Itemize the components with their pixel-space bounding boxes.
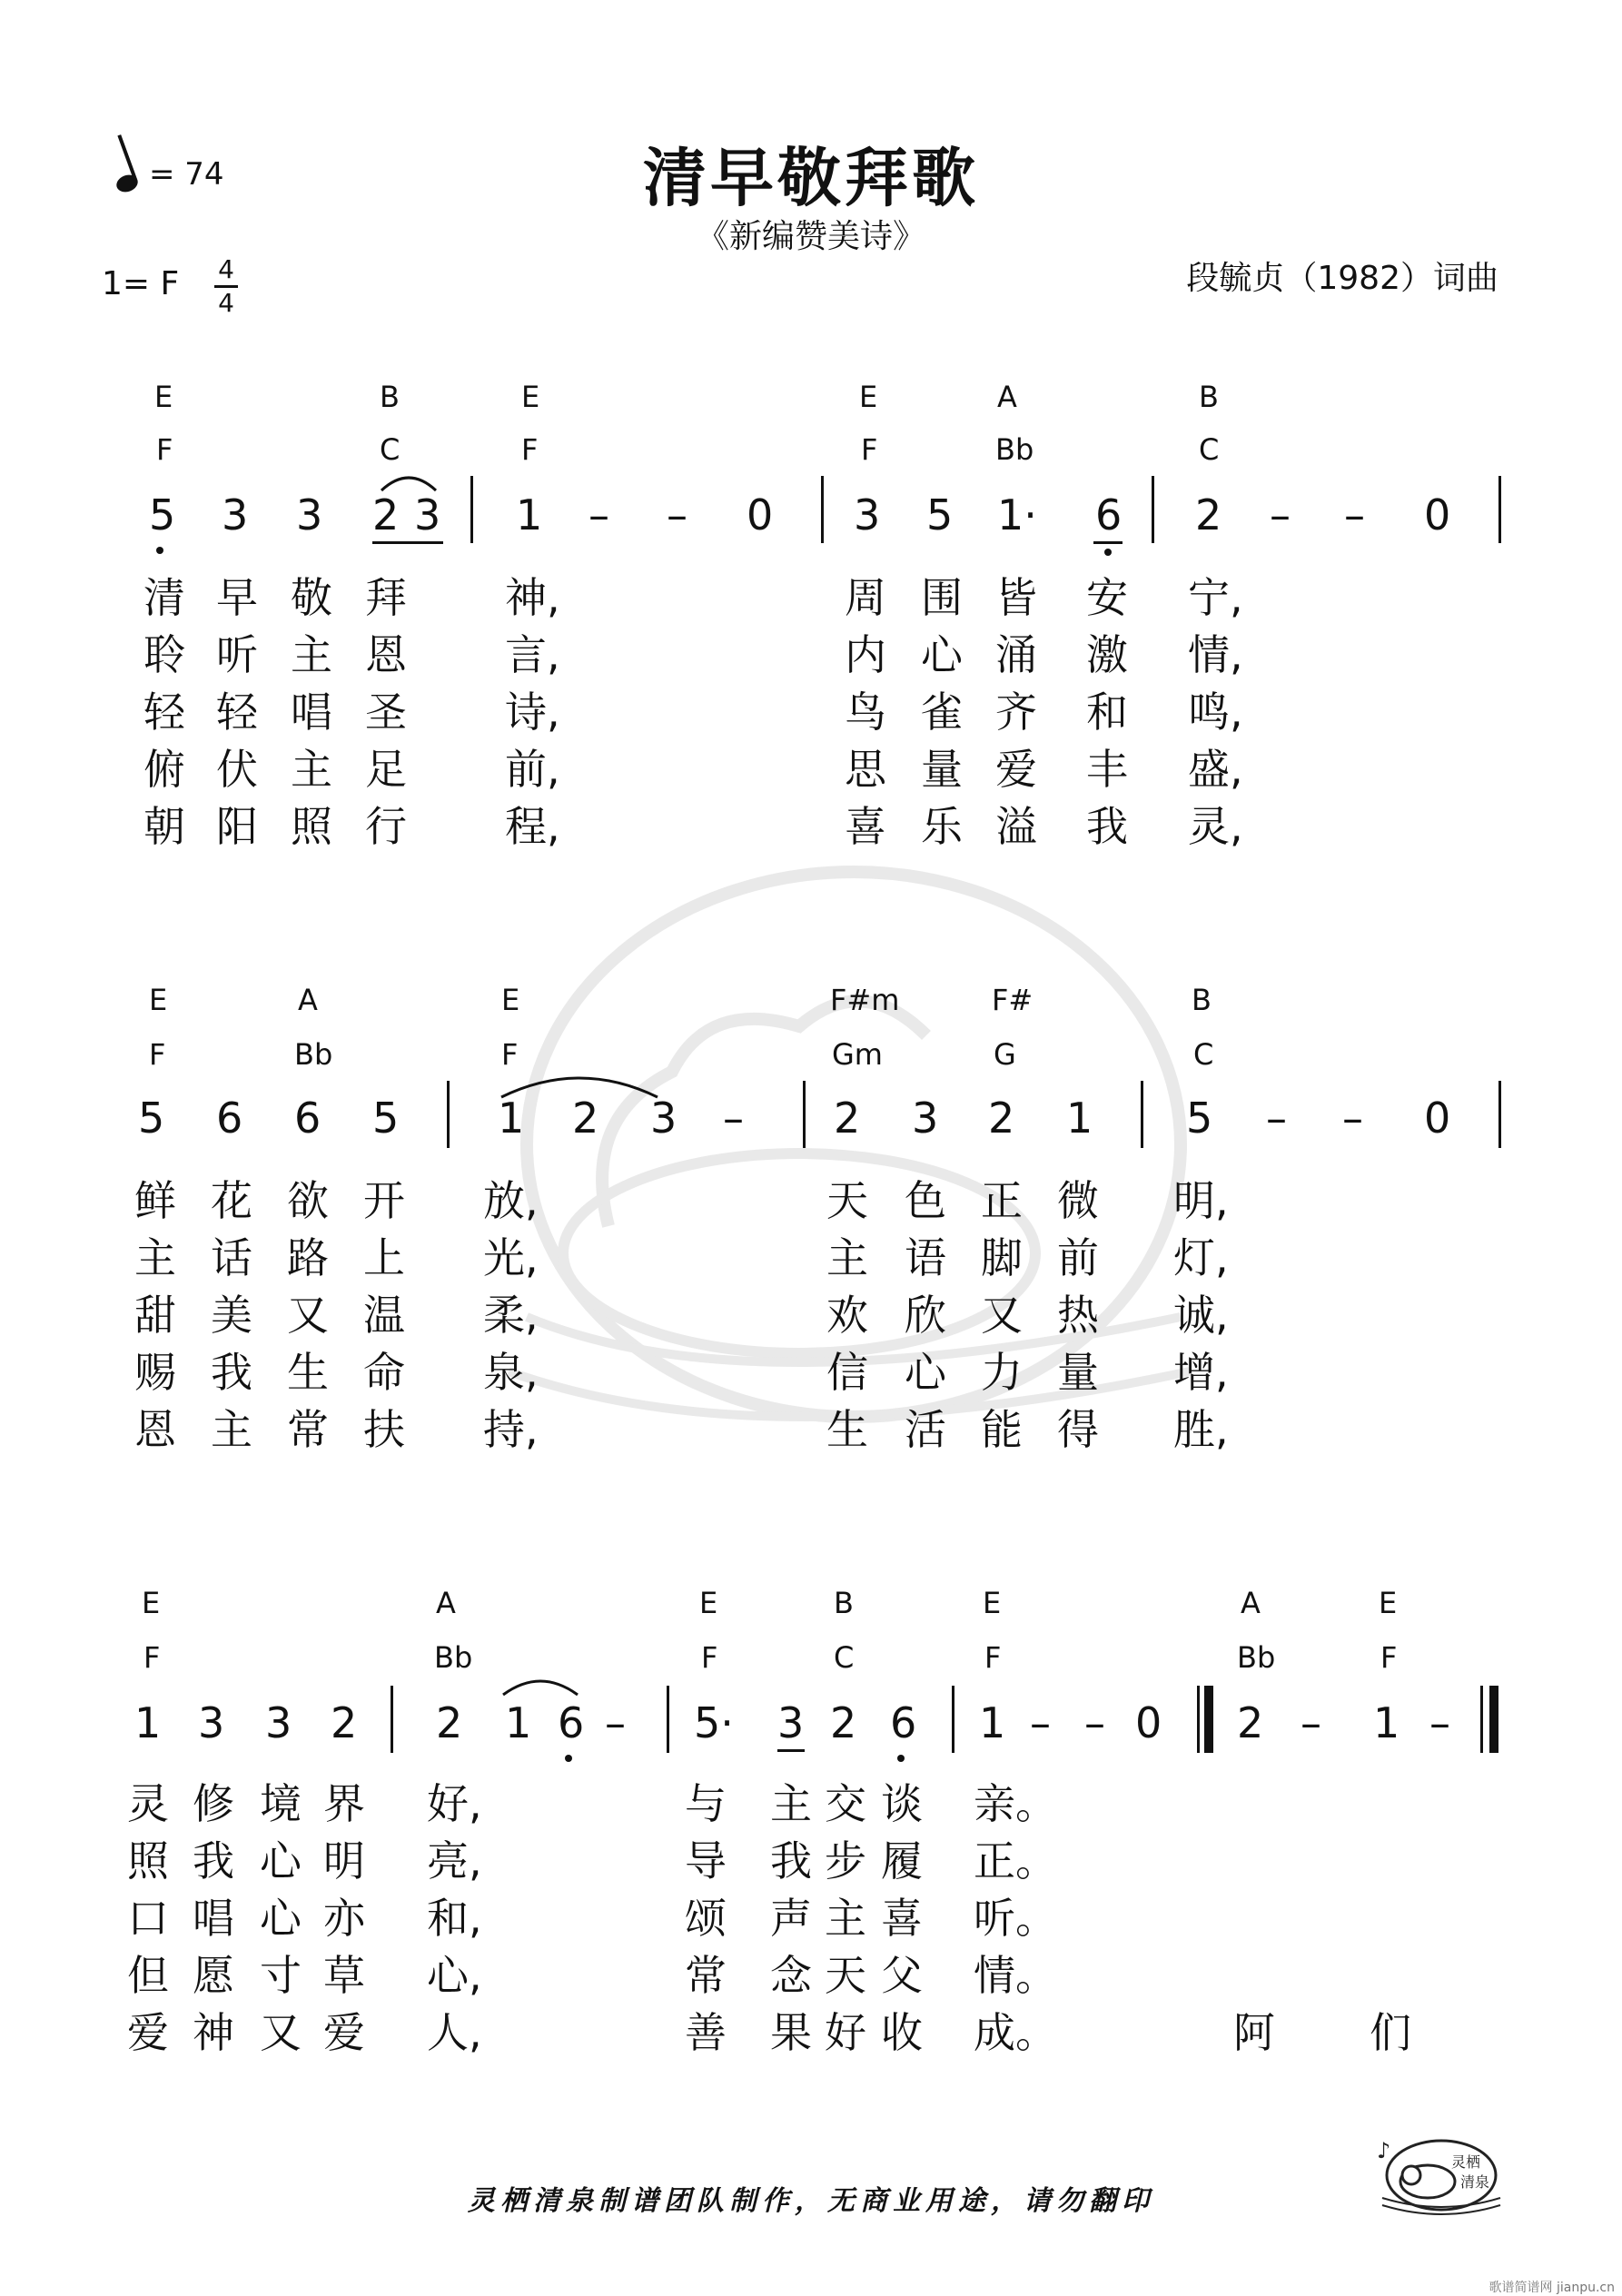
- lyric-char: 我: [211, 1348, 252, 1397]
- lyric-char: 谈: [881, 1779, 923, 1828]
- note: 3: [650, 1094, 677, 1143]
- note: 3: [414, 490, 441, 539]
- note: 1: [505, 1698, 532, 1747]
- lyric-char: 温: [363, 1291, 405, 1340]
- chord-bottom: Bb: [294, 1037, 333, 1072]
- chord-bottom: Bb: [995, 432, 1034, 467]
- lyric-char: 唱: [291, 688, 332, 737]
- lyric-char: 前: [1057, 1233, 1099, 1282]
- lyric-char: 人,: [427, 2008, 482, 2057]
- lyric-char: 灵: [127, 1779, 169, 1828]
- chord-bottom: F: [521, 432, 539, 467]
- lyric-char: 轻: [143, 688, 185, 737]
- lyric-char: 灯,: [1173, 1233, 1229, 1282]
- lyric-char: 照: [291, 802, 332, 851]
- chord-bottom: C: [834, 1640, 855, 1675]
- lyric-char: 恩: [365, 630, 407, 679]
- barline: [1141, 1081, 1143, 1148]
- footer-credit: 灵栖清泉制谱团队制作，无商业用途，请勿翻印: [468, 2185, 1154, 2217]
- dash: –: [605, 1698, 626, 1747]
- lyric-char: 泉,: [483, 1348, 539, 1397]
- chord-bottom: F: [149, 1037, 166, 1072]
- lyric-char: 正: [981, 1176, 1023, 1225]
- lyric-char: 活: [905, 1405, 946, 1454]
- lyric-char: 常: [287, 1405, 329, 1454]
- dash: –: [588, 490, 609, 539]
- note: 2: [834, 1094, 861, 1143]
- lyric-char: 但: [127, 1951, 169, 2000]
- lyric-char: 恩: [134, 1405, 176, 1454]
- lyric-char: 愿: [193, 1951, 234, 2000]
- chord-top: A: [1241, 1586, 1261, 1620]
- time-signature-top: 4: [218, 254, 234, 284]
- lyric-char: 鸣,: [1188, 688, 1243, 737]
- lyric-char: 内: [845, 630, 886, 679]
- lyric-char: 欲: [287, 1176, 329, 1225]
- note: 3: [222, 490, 249, 539]
- barline: [667, 1686, 669, 1753]
- lyric-char: 境: [260, 1779, 302, 1828]
- lyric-char: 欢: [826, 1291, 868, 1340]
- lyric-char: 诚,: [1173, 1291, 1229, 1340]
- lyric-char: 主: [291, 745, 332, 794]
- lyric-char: 与: [685, 1779, 727, 1828]
- low-octave-dot: [1104, 549, 1112, 556]
- chord-top: F#m: [830, 983, 900, 1017]
- rest: 0: [1424, 1094, 1451, 1143]
- lyric-char: 光,: [483, 1233, 539, 1282]
- note: 6: [890, 1698, 917, 1747]
- lyric-char: 皆: [995, 573, 1037, 622]
- lyric-char: 又: [981, 1291, 1023, 1340]
- lyric-char: 足: [365, 745, 407, 794]
- barline: [447, 1081, 450, 1148]
- chord-top: F#: [992, 983, 1034, 1017]
- lyric-char: 天: [825, 1951, 866, 2000]
- note: 5: [1186, 1094, 1213, 1143]
- lyric-char: 色: [905, 1176, 946, 1225]
- chord-top: B: [1199, 380, 1219, 414]
- lyric-char: 心: [260, 1894, 302, 1943]
- note: 5: [372, 1094, 400, 1143]
- chord-top: E: [149, 983, 168, 1017]
- barline: [1197, 1686, 1200, 1753]
- lyric-char: 亮,: [427, 1836, 482, 1885]
- chord-top: B: [834, 1586, 854, 1620]
- lyric-char: 齐: [995, 688, 1037, 737]
- lyric-char: 喜: [845, 802, 886, 851]
- lyric-char: 圣: [365, 688, 407, 737]
- note: 2: [372, 490, 400, 539]
- chord-top: E: [142, 1586, 161, 1620]
- chord-bottom: C: [1199, 432, 1220, 467]
- amen-lyric: 阿: [1233, 2008, 1275, 2057]
- svg-text:灵栖: 灵栖: [1451, 2153, 1481, 2171]
- lyric-char: 脚: [981, 1233, 1023, 1282]
- chord-bottom: F: [701, 1640, 718, 1675]
- lyric-char: 能: [981, 1405, 1023, 1454]
- amen-lyric: 们: [1370, 2008, 1411, 2057]
- lyric-char: 爱: [995, 745, 1037, 794]
- lyric-char: 诗,: [505, 688, 560, 737]
- chord-bottom: C: [1193, 1037, 1214, 1072]
- lyric-char: 拜: [365, 573, 407, 622]
- lyric-char: 命: [363, 1348, 405, 1397]
- lyric-char: 交: [825, 1779, 866, 1828]
- note: 5·: [694, 1698, 734, 1747]
- key-signature: 1= F: [102, 265, 180, 302]
- chord-bottom: G: [994, 1037, 1016, 1072]
- chord-top: A: [997, 380, 1017, 414]
- lyric-char: 量: [1057, 1348, 1099, 1397]
- lyric-char: 得: [1057, 1405, 1099, 1454]
- lyric-char: 我: [193, 1836, 234, 1885]
- lyric-char: 聆: [143, 630, 185, 679]
- lyric-char: 我: [770, 1836, 812, 1885]
- lyric-char: 行: [365, 802, 407, 851]
- lyric-char: 照: [127, 1836, 169, 1885]
- lyric-char: 心: [921, 630, 963, 679]
- final-barline-thin: [1480, 1686, 1483, 1753]
- lyric-char: 鲜: [134, 1176, 176, 1225]
- note: 3: [912, 1094, 939, 1143]
- chord-bottom: F: [501, 1037, 519, 1072]
- chord-bottom: Bb: [1237, 1640, 1276, 1675]
- lyric-char: 力: [981, 1348, 1023, 1397]
- lyric-char: 鸟: [845, 688, 886, 737]
- lyric-char: 灵,: [1188, 802, 1243, 851]
- lyric-char: 宁,: [1188, 573, 1243, 622]
- lyric-char: 好: [825, 2008, 866, 2057]
- lyric-char: 敬: [291, 573, 332, 622]
- lyric-char: 神: [193, 2008, 234, 2057]
- barline: [1152, 476, 1154, 543]
- note: 3: [777, 1698, 805, 1747]
- lyric-char: 增,: [1173, 1348, 1229, 1397]
- low-octave-dot: [565, 1755, 572, 1762]
- lyric-char: 盛,: [1188, 745, 1243, 794]
- lyric-char: 心: [905, 1348, 946, 1397]
- lyric-char: 神,: [505, 573, 560, 622]
- note: 1: [1373, 1698, 1400, 1747]
- lyric-char: 善: [685, 2008, 727, 2057]
- chord-bottom: F: [861, 432, 878, 467]
- lyric-char: 履: [881, 1836, 923, 1885]
- lyric-char: 信: [826, 1348, 868, 1397]
- chord-top: B: [380, 380, 400, 414]
- svg-text:清泉: 清泉: [1460, 2173, 1490, 2191]
- lyric-char: 亲。: [974, 1779, 1057, 1828]
- chord-bottom: F: [156, 432, 173, 467]
- chord-bottom: Bb: [434, 1640, 473, 1675]
- lyric-char: 言,: [505, 630, 560, 679]
- rest: 0: [1424, 490, 1451, 539]
- note: 3: [198, 1698, 225, 1747]
- lyric-char: 话: [211, 1233, 252, 1282]
- lyric-char: 听。: [974, 1894, 1057, 1943]
- chord-top: E: [1379, 1586, 1398, 1620]
- lyric-char: 乐: [921, 802, 963, 851]
- lyric-char: 情。: [974, 1951, 1057, 2000]
- lyric-char: 又: [287, 1291, 329, 1340]
- lyric-char: 修: [193, 1779, 234, 1828]
- dash: –: [1266, 1094, 1287, 1143]
- note: 6: [216, 1094, 243, 1143]
- low-octave-dot: [897, 1755, 905, 1762]
- dash: –: [1342, 1094, 1363, 1143]
- barline: [470, 476, 473, 543]
- lyric-char: 明: [323, 1836, 365, 1885]
- note: 3: [296, 490, 323, 539]
- lyric-char: 生: [826, 1405, 868, 1454]
- lyric-char: 甜: [134, 1291, 176, 1340]
- note: 2: [988, 1094, 1015, 1143]
- lyric-char: 放,: [483, 1176, 539, 1225]
- repeat-barline: [1204, 1686, 1213, 1753]
- note: 2: [1237, 1698, 1264, 1747]
- lyric-char: 颂: [685, 1894, 727, 1943]
- chord-top: A: [436, 1586, 456, 1620]
- lyric-char: 柔,: [483, 1291, 539, 1340]
- final-barline-thick: [1489, 1686, 1498, 1753]
- song-subtitle: 《新编赞美诗》: [696, 218, 925, 255]
- dash: –: [1084, 1698, 1105, 1747]
- chord-bottom: C: [380, 432, 401, 467]
- note: 1: [516, 490, 543, 539]
- lyric-char: 热: [1057, 1291, 1099, 1340]
- lyric-char: 唱: [193, 1894, 234, 1943]
- rest: 0: [747, 490, 774, 539]
- lyric-char: 父: [881, 1951, 923, 2000]
- barline: [803, 1081, 806, 1148]
- chord-top: E: [501, 983, 520, 1017]
- lyric-char: 生: [287, 1348, 329, 1397]
- composer-credit: 段毓贞（1982）词曲: [1186, 260, 1498, 297]
- lyric-char: 常: [685, 1951, 727, 2000]
- note: 2: [436, 1698, 463, 1747]
- barline: [391, 1686, 393, 1753]
- lyric-char: 和: [1086, 688, 1128, 737]
- chord-top: E: [859, 380, 878, 414]
- chord-bottom: F: [984, 1640, 1002, 1675]
- lyric-char: 路: [287, 1233, 329, 1282]
- team-logo: [1373, 2125, 1509, 2216]
- chord-top: E: [699, 1586, 718, 1620]
- lyric-char: 花: [211, 1176, 252, 1225]
- lyric-char: 口: [127, 1894, 169, 1943]
- lyric-char: 轻: [216, 688, 258, 737]
- note: 1·: [997, 490, 1037, 539]
- dash: –: [723, 1094, 744, 1143]
- lyric-char: 思: [845, 745, 886, 794]
- lyric-char: 心,: [427, 1951, 482, 2000]
- eighth-beam: [777, 1749, 805, 1752]
- chord-top: E: [154, 380, 173, 414]
- note: 2: [1195, 490, 1222, 539]
- lyric-char: 微: [1057, 1176, 1099, 1225]
- lyric-char: 主: [826, 1233, 868, 1282]
- chord-top: E: [521, 380, 540, 414]
- lyric-char: 前,: [505, 745, 560, 794]
- dash: –: [1344, 490, 1365, 539]
- lyric-char: 听: [216, 630, 258, 679]
- lyric-char: 主: [770, 1779, 812, 1828]
- lyric-char: 持,: [483, 1405, 539, 1454]
- note: 2: [572, 1094, 599, 1143]
- lyric-char: 丰: [1086, 745, 1128, 794]
- lyric-char: 量: [921, 745, 963, 794]
- slur: [501, 1673, 579, 1697]
- barline: [1498, 1081, 1501, 1148]
- lyric-char: 围: [921, 573, 963, 622]
- lyric-char: 寸: [260, 1951, 302, 2000]
- lyric-char: 我: [1086, 802, 1128, 851]
- lyric-char: 美: [211, 1291, 252, 1340]
- lyric-char: 收: [881, 2008, 923, 2057]
- note: 5: [149, 490, 176, 539]
- lyric-char: 语: [905, 1233, 946, 1282]
- lyric-char: 步: [825, 1836, 866, 1885]
- song-title: 清早敬拜歌: [643, 141, 979, 215]
- lyric-char: 爱: [323, 2008, 365, 2057]
- dash: –: [667, 490, 687, 539]
- low-octave-dot: [156, 547, 163, 554]
- note: 1: [134, 1698, 162, 1747]
- eighth-beam: [372, 541, 443, 544]
- dash: –: [1429, 1698, 1450, 1747]
- note: 6: [558, 1698, 585, 1747]
- lyric-char: 念: [770, 1951, 812, 2000]
- lyric-char: 主: [291, 630, 332, 679]
- lyric-char: 安: [1086, 573, 1128, 622]
- note: 1: [979, 1698, 1006, 1747]
- lyric-char: 正。: [974, 1836, 1057, 1885]
- barline: [821, 476, 824, 543]
- svg-text:♪: ♪: [1377, 2138, 1391, 2163]
- time-signature-bottom: 4: [218, 288, 234, 318]
- lyric-char: 成。: [974, 2008, 1057, 2057]
- lyric-char: 涌: [995, 630, 1037, 679]
- lyric-char: 亦: [323, 1894, 365, 1943]
- lyric-char: 雀: [921, 688, 963, 737]
- lyric-char: 界: [323, 1779, 365, 1828]
- chord-top: A: [298, 983, 318, 1017]
- chord-bottom: F: [1380, 1640, 1398, 1675]
- note: 6: [294, 1094, 321, 1143]
- chord-bottom: F: [143, 1640, 161, 1675]
- chord-bottom: Gm: [832, 1037, 883, 1072]
- note: 2: [331, 1698, 358, 1747]
- lyric-char: 情,: [1188, 630, 1243, 679]
- note: 6: [1095, 490, 1123, 539]
- lyric-char: 激: [1086, 630, 1128, 679]
- lyric-char: 早: [216, 573, 258, 622]
- lyric-char: 开: [363, 1176, 405, 1225]
- site-credit: 歌谱简谱网 jianpu.cn: [1488, 2281, 1615, 2295]
- note: 3: [265, 1698, 292, 1747]
- lyric-char: 好,: [427, 1779, 482, 1828]
- lyric-char: 周: [845, 573, 886, 622]
- lyric-char: 程,: [505, 802, 560, 851]
- lyric-char: 清: [143, 573, 185, 622]
- lyric-char: 扶: [363, 1405, 405, 1454]
- tempo-marking: [116, 156, 224, 193]
- eighth-beam: [1093, 541, 1123, 544]
- barline: [952, 1686, 954, 1753]
- dash: –: [1270, 490, 1291, 539]
- lyric-char: 和,: [427, 1894, 482, 1943]
- note: 1: [1066, 1094, 1093, 1143]
- lyric-char: 伏: [216, 745, 258, 794]
- note: 5: [138, 1094, 165, 1143]
- lyric-char: 爱: [127, 2008, 169, 2057]
- tie-slur: [380, 470, 438, 492]
- dash: –: [1301, 1698, 1321, 1747]
- lyric-char: 主: [134, 1233, 176, 1282]
- lyric-char: 草: [323, 1951, 365, 2000]
- barline: [1498, 476, 1501, 543]
- lyric-char: 果: [770, 2008, 812, 2057]
- lyric-char: 胜,: [1173, 1405, 1229, 1454]
- note: 2: [830, 1698, 857, 1747]
- lyric-char: 天: [826, 1176, 868, 1225]
- note: 5: [926, 490, 954, 539]
- lyric-char: 溢: [995, 802, 1037, 851]
- lyric-char: 导: [685, 1836, 727, 1885]
- lyric-char: 声: [770, 1894, 812, 1943]
- lyric-char: 俯: [143, 745, 185, 794]
- chord-top: B: [1192, 983, 1212, 1017]
- lyric-char: 阳: [216, 802, 258, 851]
- lyric-char: 主: [825, 1894, 866, 1943]
- chord-top: E: [983, 1586, 1002, 1620]
- time-signature: [214, 256, 238, 317]
- lyric-char: 喜: [881, 1894, 923, 1943]
- lyric-char: 主: [211, 1405, 252, 1454]
- lyric-char: 赐: [134, 1348, 176, 1397]
- lyric-char: 明,: [1173, 1176, 1229, 1225]
- lyric-char: 欣: [905, 1291, 946, 1340]
- rest: 0: [1135, 1698, 1162, 1747]
- tempo-value: = 74: [149, 156, 224, 193]
- lyric-char: 心: [260, 1836, 302, 1885]
- note: 1: [498, 1094, 525, 1143]
- lyric-char: 上: [363, 1233, 405, 1282]
- lyric-char: 朝: [143, 802, 185, 851]
- dash: –: [1030, 1698, 1051, 1747]
- quarter-note-icon: [114, 172, 141, 194]
- lyric-char: 又: [260, 2008, 302, 2057]
- note: 3: [854, 490, 881, 539]
